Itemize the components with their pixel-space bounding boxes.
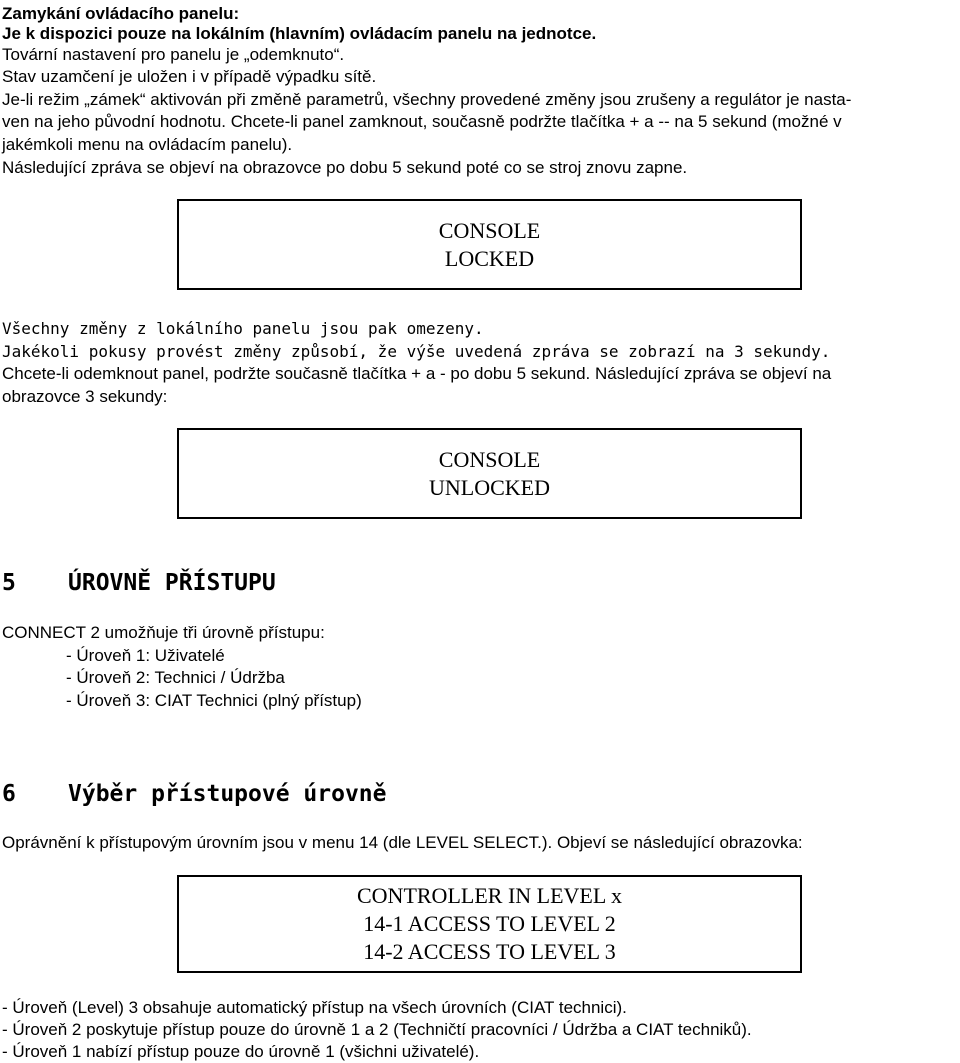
paragraph-line: Stav uzamčení je uložen i v případě výpadku sítě. (2, 67, 377, 86)
paragraph-line: Je-li režim „zámek“ aktivován při změně parametrů, všechny provedené změny jsou zrušeny a regulátor je nasta- (2, 90, 852, 109)
list-item: - Úroveň 1: Uživatelé (66, 646, 225, 665)
list-item: - Úroveň 2: Technici / Údržba (66, 668, 285, 687)
section-title: Výběr přístupové úrovně (68, 781, 387, 807)
paragraph-line: CONNECT 2 umožňuje tři úrovně přístupu: (2, 623, 325, 642)
section-number: 6 (2, 781, 16, 807)
paragraph-line: Tovární nastavení pro panelu je „odemknuto“. (2, 45, 345, 64)
section-number: 5 (2, 570, 16, 596)
lock-section-subtitle: Je k dispozici pouze na lokálním (hlavním) ovládacím panelu na jednotce. (2, 24, 597, 43)
box-line: UNLOCKED (429, 474, 550, 500)
box-line: 14-2 ACCESS TO LEVEL 3 (363, 939, 616, 964)
console-unlocked-box (177, 428, 802, 519)
paragraph-line: Následující zpráva se objeví na obrazovce po dobu 5 sekund poté co se stroj znovu zapne. (2, 158, 688, 177)
paragraph-line: Jakékoli pokusy provést změny způsobí, že výše uvedená zpráva se zobrazí na 3 sekundy. (2, 342, 831, 361)
paragraph-line: Oprávnění k přístupovým úrovním jsou v menu 14 (dle LEVEL SELECT.). Objeví se následující obrazovka: (2, 833, 803, 852)
list-item: - Úroveň 3: CIAT Technici (plný přístup) (66, 691, 362, 710)
box-line: LOCKED (444, 245, 535, 271)
list-item: - Úroveň 1 nabízí přístup pouze do úrovně 1 (všichni uživatelé). (2, 1042, 480, 1061)
box-line: 14-1 ACCESS TO LEVEL 2 (363, 911, 616, 936)
paragraph-line: ven na jeho původní hodnotu. Chcete-li panel zamknout, současně podržte tlačítka + a -- na 5 sekund (možné v (2, 112, 842, 131)
level-select-box (177, 875, 802, 973)
box-line: CONSOLE (438, 217, 541, 243)
paragraph-line: obrazovce 3 sekundy: (2, 387, 168, 406)
section-heading-level-select (2, 779, 387, 809)
console-locked-box (177, 199, 802, 290)
box-line: CONSOLE (438, 446, 541, 472)
paragraph-line: Chcete-li odemknout panel, podržte současně tlačítka + a - po dobu 5 sekund. Následující zpráva se objeví na (2, 364, 832, 383)
box-line: CONTROLLER IN LEVEL x (357, 883, 622, 908)
section-title: ÚROVNĚ PŘÍSTUPU (68, 570, 276, 596)
lock-section-title: Zamykání ovládacího panelu: (2, 4, 240, 23)
list-item: - Úroveň 2 poskytuje přístup pouze do úrovně 1 a 2 (Techničtí pracovníci / Údržba a CIAT techniků). (2, 1020, 752, 1039)
paragraph-line: Všechny změny z lokálního panelu jsou pak omezeny. (2, 319, 484, 338)
paragraph-line: jakémkoli menu na ovládacím panelu). (2, 135, 293, 154)
section-heading-access-levels (2, 568, 276, 598)
list-item: - Úroveň (Level) 3 obsahuje automatický přístup na všech úrovních (CIAT technici). (2, 998, 627, 1017)
